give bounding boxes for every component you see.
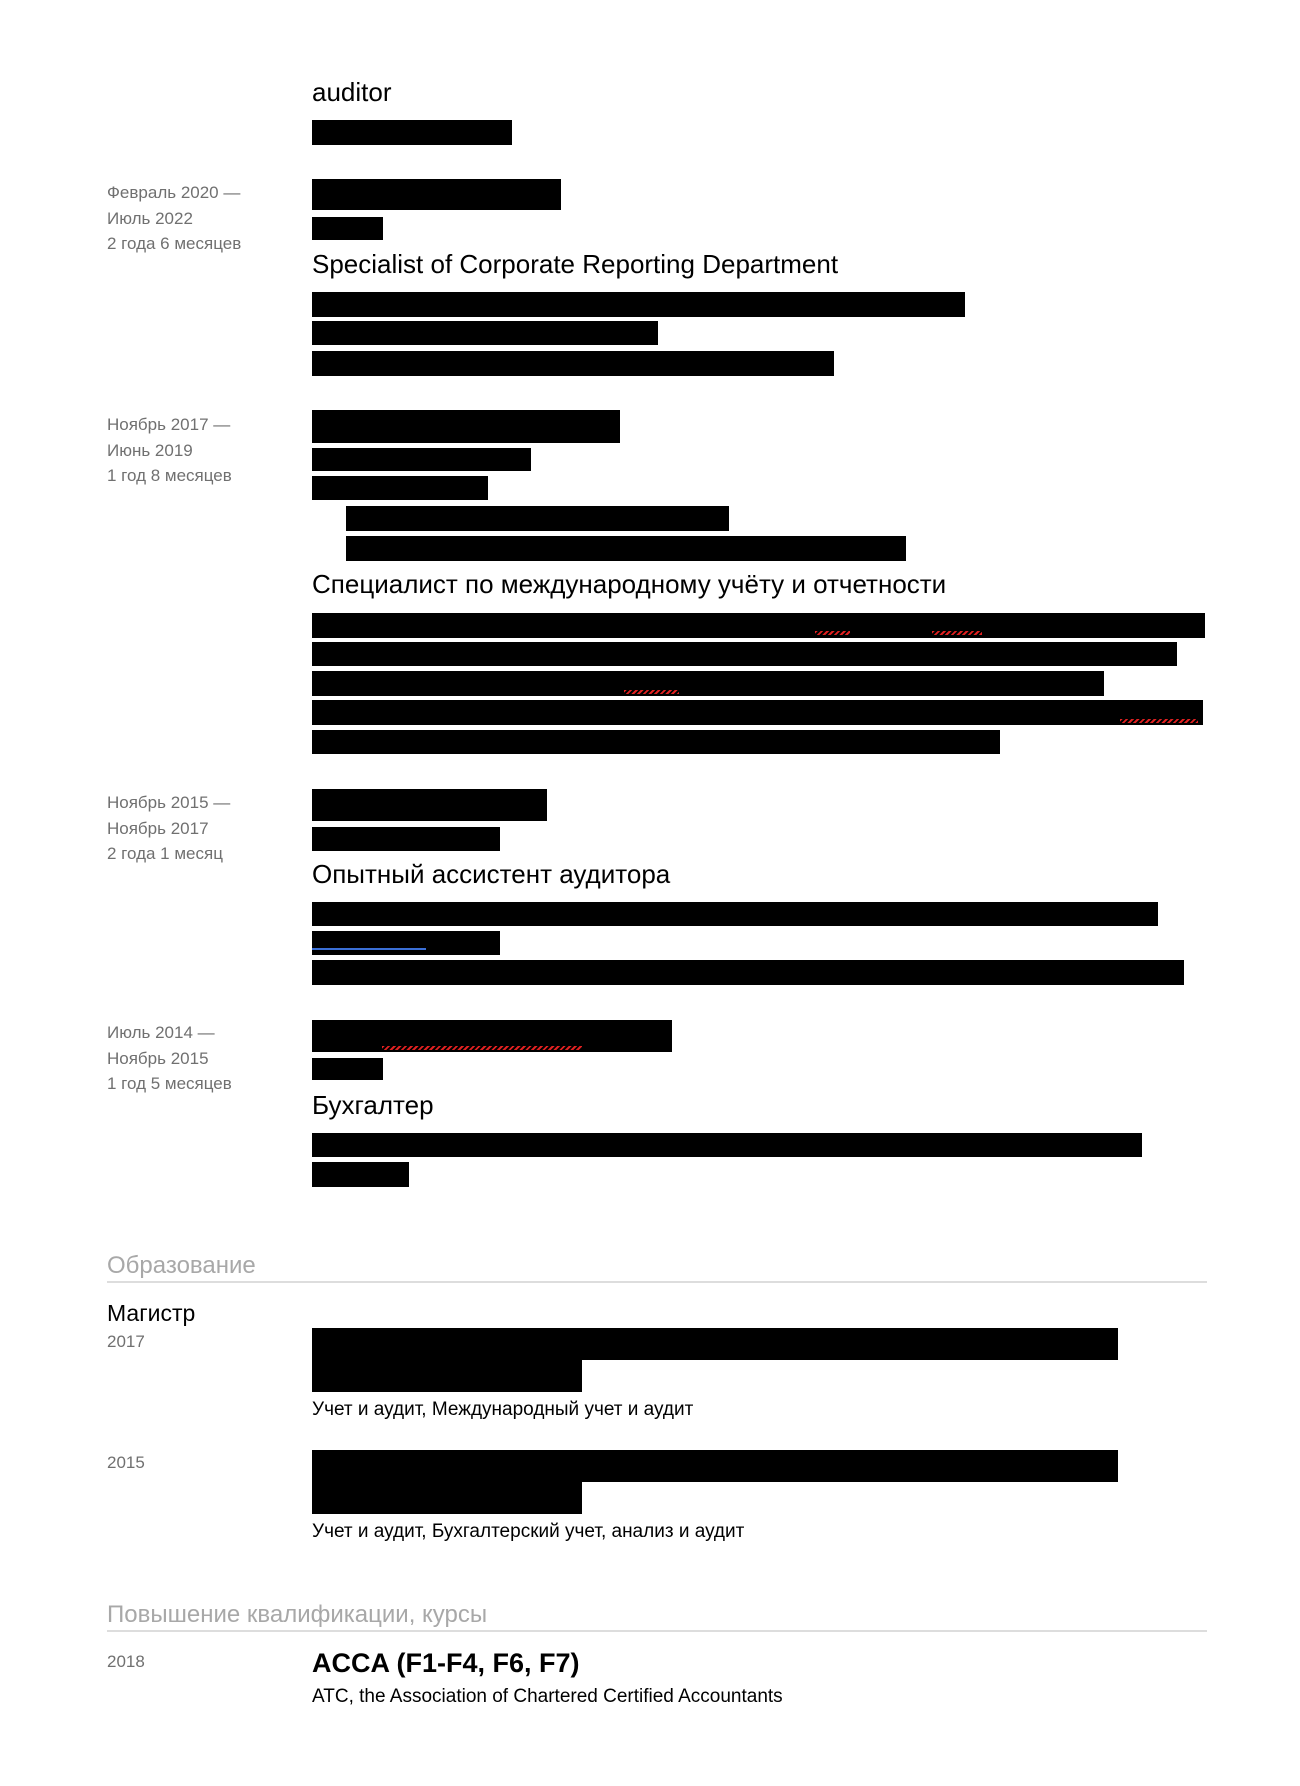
spellcheck-underline (624, 690, 679, 694)
course-year: 2018 (107, 1652, 145, 1671)
experience-period-end: Ноябрь 2015 (107, 1049, 209, 1068)
experience-period-end: Ноябрь 2017 (107, 819, 209, 838)
redacted-sub-item (346, 536, 906, 561)
experience-period-start: Июль 2014 — (107, 1023, 215, 1042)
spellcheck-underline (1120, 719, 1198, 723)
redacted-description-line (312, 671, 1104, 696)
redacted-description-line (312, 902, 1158, 926)
redacted-block (312, 120, 512, 145)
redacted-location (312, 448, 531, 471)
experience-position: Опытный ассистент аудитора (312, 859, 671, 889)
experience-period-start: Февраль 2020 — (107, 183, 241, 202)
redacted-description-line (312, 321, 658, 345)
experience-position: Специалист по международному учёту и отчетности (312, 569, 947, 599)
courses-section-title: Повышение квалификации, курсы (107, 1601, 488, 1628)
redacted-institution (312, 1482, 582, 1514)
redacted-description-line (312, 1162, 409, 1187)
job-title-heading: auditor (312, 77, 392, 107)
experience-period-start: Ноябрь 2017 — (107, 415, 231, 434)
experience-period-end: Июнь 2019 (107, 441, 193, 460)
course-name: ACCA (F1-F4, F6, F7) (312, 1648, 580, 1678)
redacted-institution (312, 1360, 582, 1392)
redacted-description-line (312, 642, 1177, 666)
redacted-description-line (312, 700, 1203, 725)
redacted-institution (312, 1450, 1118, 1482)
education-year: 2017 (107, 1332, 145, 1351)
redacted-description-line (312, 1133, 1142, 1157)
spellcheck-underline (932, 631, 982, 635)
redacted-sub-item (346, 506, 729, 531)
redacted-description-line (312, 730, 1000, 754)
spellcheck-underline (382, 1046, 582, 1050)
experience-position: Specialist of Corporate Reporting Department (312, 249, 839, 279)
experience-duration: 2 года 1 месяц (107, 844, 223, 863)
education-specialty: Учет и аудит, Бухгалтерский учет, анализ и аудит (312, 1521, 745, 1542)
redacted-location (312, 1058, 383, 1080)
education-specialty: Учет и аудит, Международный учет и аудит (312, 1399, 694, 1420)
section-divider (107, 1281, 1207, 1283)
experience-period-start: Ноябрь 2015 — (107, 793, 231, 812)
redacted-description-line (312, 351, 834, 376)
experience-position: Бухгалтер (312, 1090, 434, 1120)
redacted-company (312, 410, 620, 443)
redacted-location (312, 827, 500, 851)
redacted-description-line (312, 931, 500, 955)
redacted-institution (312, 1328, 1118, 1360)
experience-period-end: Июль 2022 (107, 209, 193, 228)
experience-duration: 1 год 8 месяцев (107, 466, 232, 485)
education-level: Магистр (107, 1300, 196, 1326)
section-divider (107, 1630, 1207, 1632)
redacted-company (312, 789, 547, 821)
redacted-description-line (312, 613, 1205, 638)
education-section-title: Образование (107, 1252, 256, 1279)
course-organization: ATC, the Association of Chartered Certified Accountants (312, 1686, 783, 1707)
link-underline (312, 948, 426, 950)
redacted-location (312, 476, 488, 500)
redacted-location (312, 217, 383, 240)
education-year: 2015 (107, 1453, 145, 1472)
experience-duration: 2 года 6 месяцев (107, 234, 242, 253)
redacted-description-line (312, 960, 1184, 985)
redacted-company (312, 179, 561, 210)
redacted-description-line (312, 292, 965, 317)
spellcheck-underline (815, 631, 850, 635)
experience-duration: 1 год 5 месяцев (107, 1074, 232, 1093)
